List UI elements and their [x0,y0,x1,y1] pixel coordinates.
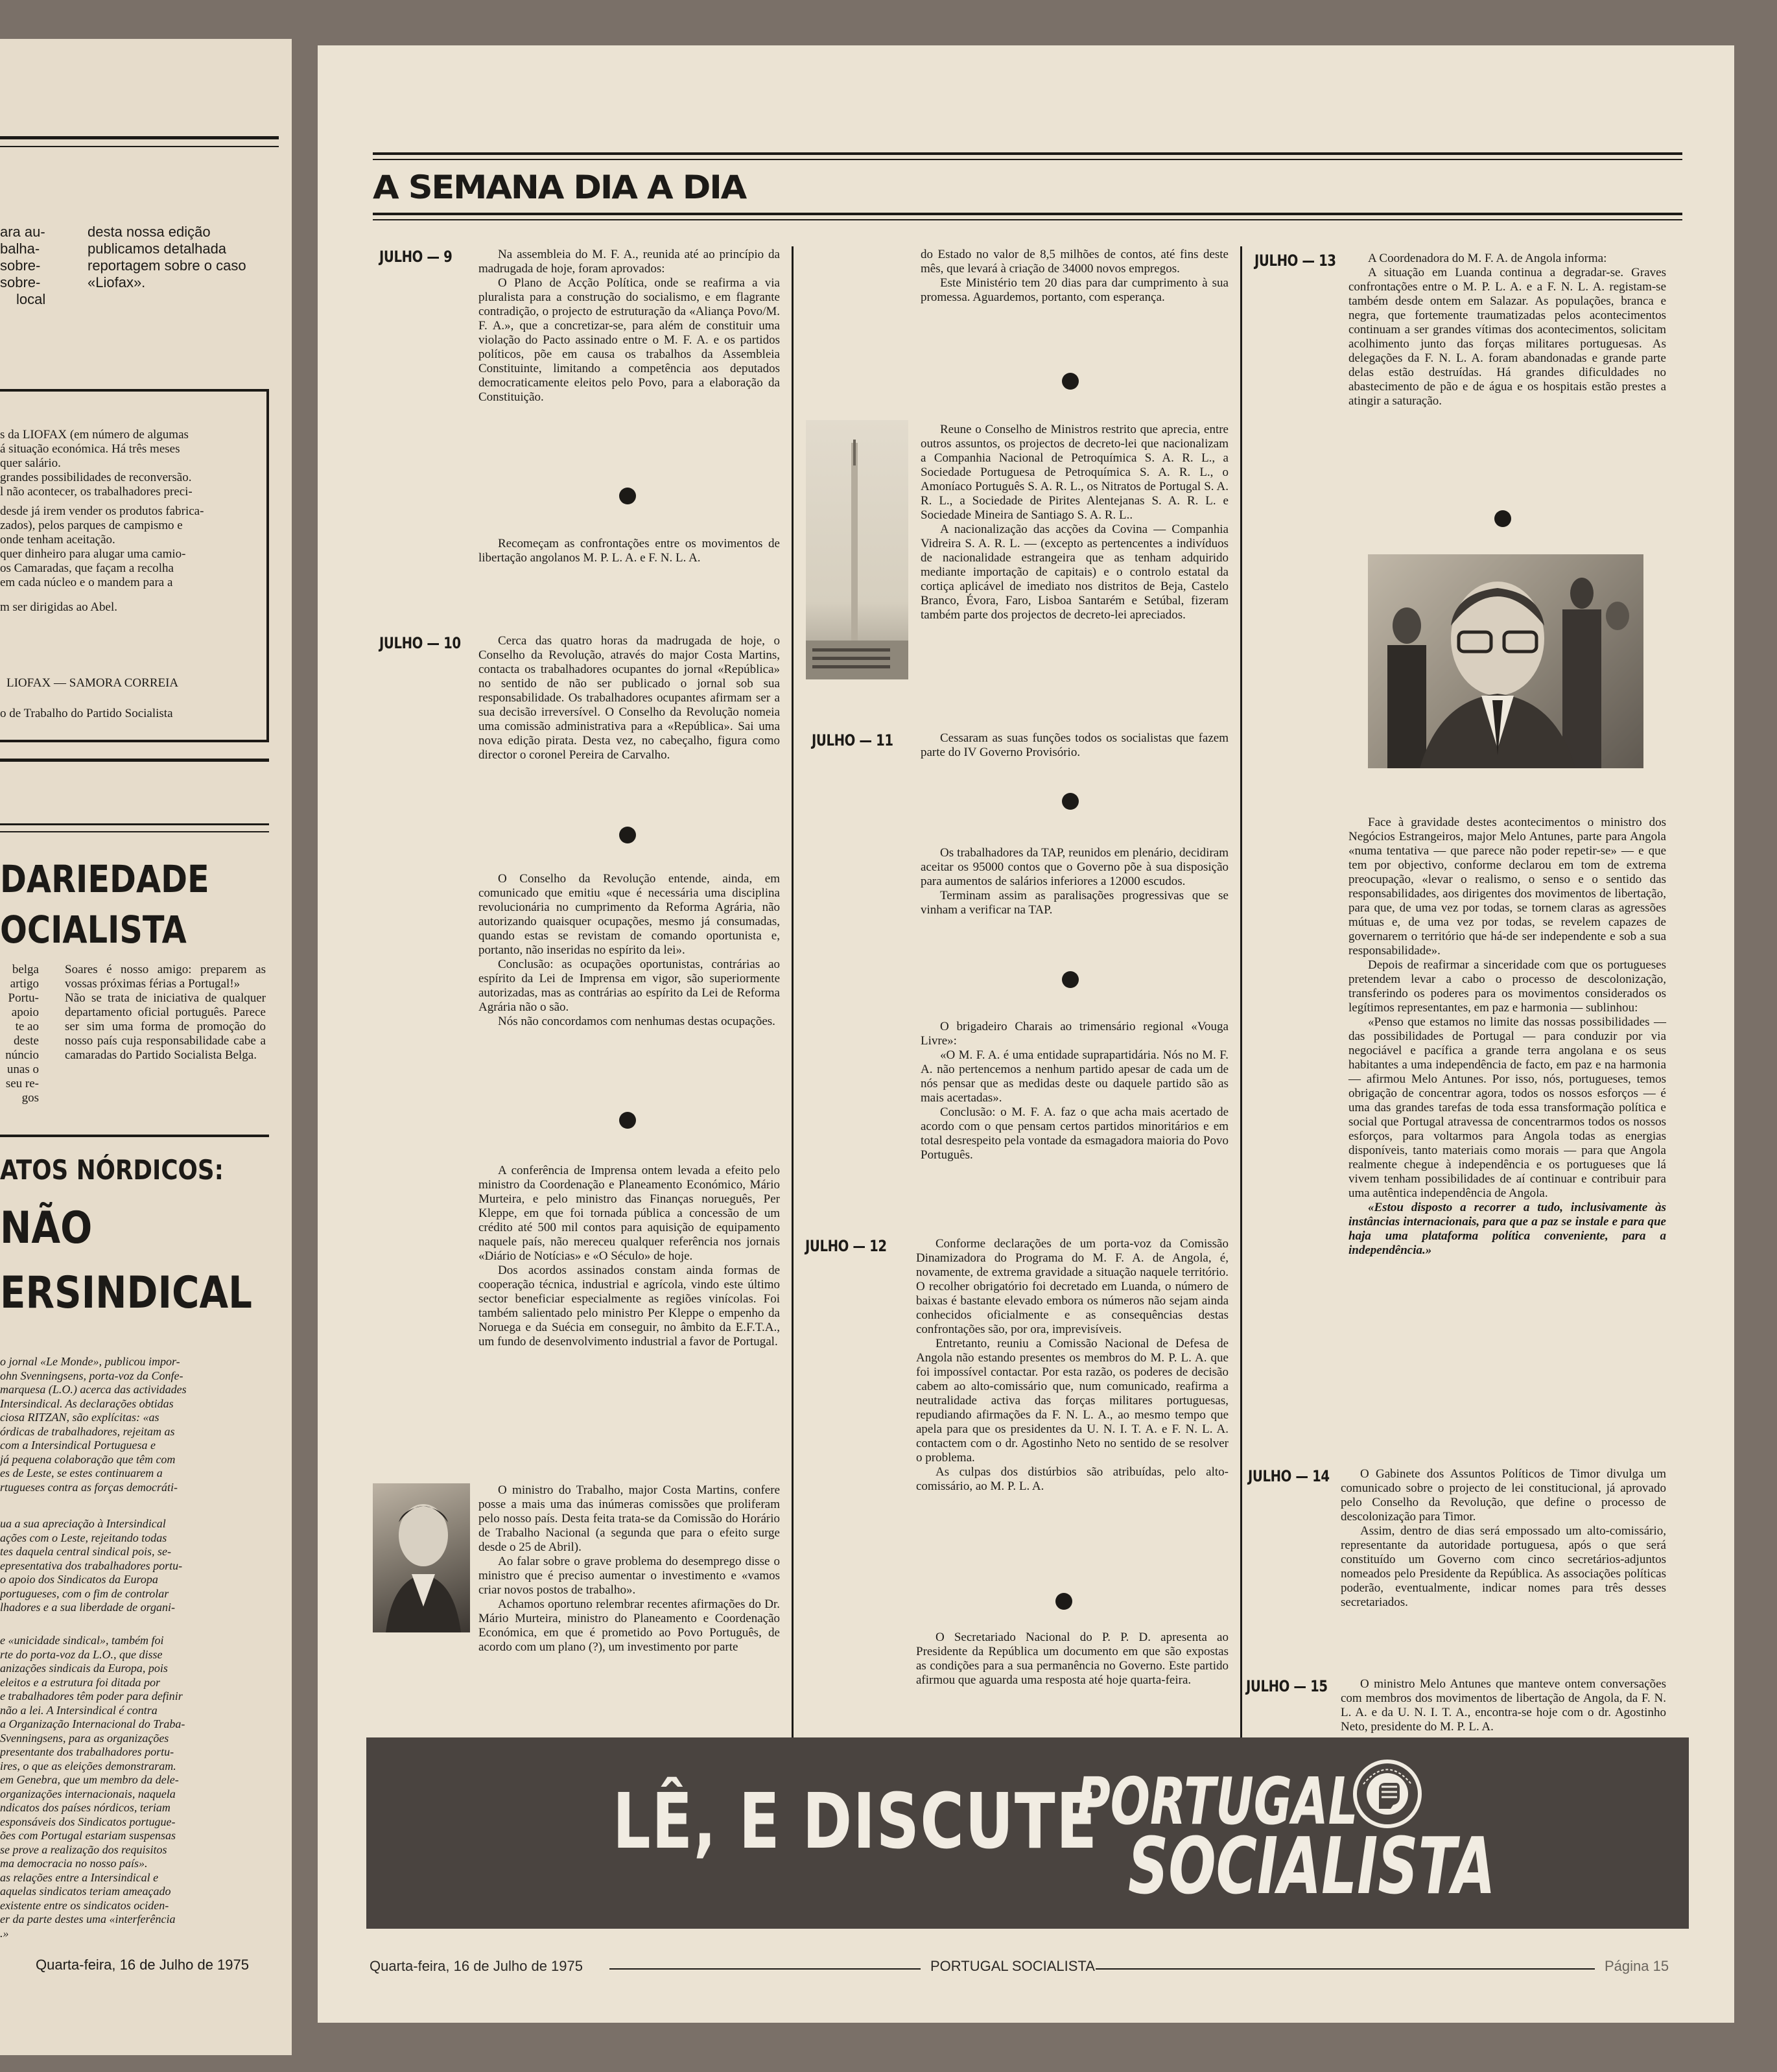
liofax-appeal: s da LIOFAX (em número de algumas á situação económica. Há três meses quer salário. grandes possibilidades de reconversão. l não acontecer, os trabalhadores preci- desde já irem vender os produtos fabrica- zados), pelos parques de campismo e onde tenham aceitação. quer dinheiro para alugar uma camio- os Camaradas, que façam a recolha em cada núcleo e o mandem para a m ser dirigidas ao Abel. [0,428,204,614]
advert-slogan: LÊ, E DISCUTE [613,1776,1098,1866]
separator-dot [619,488,636,504]
nordic-headline-2: NÃO [0,1203,93,1254]
separator-dot [1494,510,1511,527]
section-rule-2 [0,823,269,825]
solidarity-headline-1: DARIEDADE [0,857,209,901]
newspaper-page [318,45,1734,2023]
nordic-rule [0,1135,269,1137]
liofax-box-side [266,389,269,742]
date-label-july-10: JULHO — 10 [379,634,461,652]
nordic-headline-1: ATOS NÓRDICOS: [0,1154,224,1186]
entry-july-13-melo-antunes: Face à gravidade destes acontecimentos o ministro dos Negócios Estrangeiros, major Melo Antunes, parte para Angola «numa tentativa — que parece não poder repetir-se» — e que tem por objectivo, conforme declarou em tom de extrema preocupação, «levar o realismo, o senso e o sentido das responsabilidades, aos dirigentes dos movimentos de libertação, para que, de uma vez por todas, se tornem claras as agressões mútuas e, de uma vez por todas, se revelem capazes de governarem o território que há-de ser independente e sob a sua responsabilidade». Depois de reafirmar a sinceridade com que os portugueses pretendem levar a cabo o processo de descolonização, transferindo os poderes para os movimentos considerados os legítimos representantes, em paz e harmonia — sublinhou: «Penso que estamos no limite das nossas possibilidades — das possibilidades de Portugal — para conduzir por via negociável e pacífica a grande terra angolana e os seus habitantes a uma independência de facto, em paz e na harmonia — afirmou Melo Antunes. Por isso, nós, portugueses, temos obrigação de concentrar agora, todos os nossos esforços — é uma das grandes tarefas de toda essa transformação política e social que Portugal atravessa de concentrarmos todos os nossos esforços, para voltarmos para Angola todas as energias disponíveis, tanto materiais como morais — para que Angola realmente chegue à independência e os portugueses que lá vivem tenham possibilidades de aí continuar e contribuir para uma autêntica independência de Angola. «Estou disposto a recorrer a tudo, inclusivamente às instâncias internacionais, para que a paz se instale e para que haja uma plataforma política conveniente, para a independência.» [1348,816,1666,1257]
header-rule-bottom [373,213,1682,215]
entry-july-10-ministro-trabalho: O ministro do Trabalho, major Costa Martins, confere posse a mais uma das inúmeras comissões que proliferam pelo nosso país. Desta feita trata-se da Comissão do Horário de Trabalho Nacional (a segunda que para o efeito surge desde o 25 de Abril). Ao falar sobre o grave problema do desemprego disse o ministro que é preciso aumentar o investimento e «vamos criar novos postos de trabalho». Achamos oportuno relembrar recentes afirmações do Dr. Mário Murteira, ministro do Planeamento e Coordenação Económica, em que é prometido ao Povo Português, de acordo com um plano (?), um investimento por parte [478,1483,780,1654]
nordic-para-3: e «unicidade sindical», também foi rte do porta-voz da L.O., que disse anizações sindicais da Europa, pois eleitos e a estrutura foi ditada por e trabalhadores têm poder para definir não a lei. A Intersindical é contra a Organização Internacional do Traba- Svenningsens, para as organizações presentante dos trabalhadores portu- ires, o que as eleições demonstraram. em Genebra, que um membro da dele- organizações internacionais, naquela ndicatos dos países nórdicos, teriam esponsáveis dos Sindicatos portugue- ões com Portugal estariam suspensas se prove a realização dos requisitos ma democracia no nosso país». as relações entre a Intersindical e aquelas sindicatos teriam ameaçado existente entre os sindicatos ociden- er da parte destes uma «interferência .» [0,1634,185,1940]
entry-july-10-republica: Cerca das quatro horas da madrugada de hoje, o Conselho da Revolução, através do major Costa Martins, contacta os trabalhadores ocupantes do jornal «República» no sentido de não ser publicado o jornal sob sua responsabilidade. Os trabalhadores ocupantes afirmam ser a sua decisão irreversível. O Conselho da Revolução nomeia uma comissão administrativa para a «República». Sai uma nova edição pirata. Desta vez, no cabeçalho, figura como director o coronel Pereira de Carvalho. [478,634,780,762]
entry-july-12-ppd: O Secretariado Nacional do P. P. D. apresenta ao Presidente da República um documento em que são expostas as condições para a sua permanência no Governo. Este partido afirmou que aguarda uma resposta até hoje quarta-feira. [916,1631,1229,1687]
entry-july-11-socialistas: Cessaram as suas funções todos os socialistas que fazem parte do IV Governo Provisório. [921,731,1229,759]
entry-july-15: O ministro Melo Antunes que manteve ontem conversações com membros dos movimentos de libertação de Angola, da F. N. L. A. e da U. N. I. T. A., encontra-se hoje com o dr. Agostinho Neto, presidente do M. P. L. A. [1341,1677,1666,1734]
solidarity-col-right: Soares é nosso amigo: preparem as vossas próximas férias a Portugal!» Não se trata de iniciativa de qualquer departamento oficial português. Parece ser sim uma forma de promoção do nosso país cuja responsabilidade cabe a camaradas do Partido Socialista Belga. [65,963,266,1062]
header-rule-top [373,152,1682,155]
advert-banner [366,1737,1689,1929]
nordic-headline-3: ERSINDICAL [0,1267,252,1319]
separator-dot [1055,1593,1072,1610]
entry-july-9-angola: Recomeçam as confrontações entre os movimentos de libertação angolanos M. P. L. A. e F. N. L. A. [478,537,780,565]
date-label-july-14: JULHO — 14 [1248,1467,1330,1485]
footer-date: Quarta-feira, 16 de Julho de 1975 [370,1958,583,1974]
date-label-july-11: JULHO — 11 [812,731,893,749]
nordic-para-2: ua a sua apreciação à Intersindical ações com o Leste, rejeitando todas tes daquela central sindical pois, se- epresentativa dos trabalhadores portu- o apoio dos Sindicatos da Europa portugueses, com o fim de controlar lhadores e a sua liberdade de organi- [0,1517,183,1614]
fragment-text: ara au- balha- sobre- sobre- local [0,224,46,307]
box-note: desta nossa edição publicamos detalhada reportagem sobre o caso «Liofax». [88,224,246,290]
entry-july-10-reforma-agraria: O Conselho da Revolução entende, ainda, em comunicado que emitiu «que é necessária uma disciplina revolucionária no cumprimento da Reforma Agrária, não autorizando quaisquer ocupações, mesmo já consumadas, quando estas se revistam de comando oportunista e, portanto, não inseridas no espírito da lei». Conclusão: as ocupações oportunistas, contrárias ao espírito da Lei de Imprensa em vigor, são superiormente autorizadas, mas as contrárias ao espírito da Lei de Reforma Agrária não o são. Nós não concordamos com nenhumas destas ocupações. [478,872,780,1028]
masthead-portugal: PORTUGAL [1076,1763,1358,1839]
photo-melo-antunes [1368,554,1643,768]
footer-rule-right [1096,1968,1595,1970]
liofax-signature-2: o de Trabalho do Partido Socialista [0,707,173,720]
separator-dot [1062,793,1079,810]
industrial-chimney-photo [806,420,908,679]
separator-dot [1062,373,1079,390]
portrait-figure [373,1483,470,1632]
entry-july-10-nacionalizacoes: Reune o Conselho de Ministros restrito que aprecia, entre outros assuntos, os projectos de decreto-lei que nacionalizam a Companhia Nacional de Petroquímica S. A. R. L., a Sociedade Portuguesa de Petroquímica S. A. R. L., o Amoníaco Português S. A. R. L., os Nitratos de Portugal S. A. R. L., a Sociedade de Pirites Alentejanas S. A. R. L. e Sociedade Mineira de Santiago S. A. R. L.. A nacionalização das acções da Covina — Companhia Vidreira S. A. R. L. — (excepto as pertencentes a indivíduos de nacionalidade estrangeira que as tenham adquirido mediante importação de capitais) e o controlo estatal da cortiça aplicável de imediato nos distritos de Beja, Castelo Branco, Évora, Faro, Lisboa Santarém e Setúbal, fizeram também parte dos projectos de decreto-lei apreciados. [921,423,1229,622]
nordic-para-1: o jornal «Le Monde», publicou impor- ohn Svenningsens, porta-voz da Confe- marquesa (L.O.) acerca das actividades Intersindical. As declarações obtidas ciosa RITZAN, são explícitas: «as órdicas de trabalhadores, rejeitam as com a Intersindical Portuguesa e já pequena colaboração que têm com es de Leste, se estes continuarem a rtugueses contra as forças democráti- [0,1355,187,1494]
entry-july-11-tap: Os trabalhadores da TAP, reunidos em plenário, decidiram aceitar os 95000 contos que o Governo põe à sua disposição para aumentos de salários inferiores a 12000 escudos. Terminam assim as paralisações progressivas que se vinham a verificar na TAP. [921,846,1229,917]
melo-antunes-figure [1368,554,1643,768]
entry-july-10-continued: do Estado no valor de 8,5 milhões de contos, até fins deste mês, que levará à criação de 34000 novos empregos. Este Ministério tem 20 dias para dar cumprimento à sua promessa. Aguardemos, portanto, com esperança. [921,248,1229,304]
liofax-box-bottom [0,740,269,742]
solidarity-headline-2: OCIALISTA [0,908,187,952]
date-label-july-13: JULHO — 13 [1254,252,1336,270]
top-rule [0,136,279,139]
masthead-socialista: SOCIALISTA [1128,1822,1496,1912]
chimney-figure [806,420,908,679]
left-footer-date: Quarta-feira, 16 de Julho de 1975 [36,1957,250,1973]
header-rule-bottom-thin [373,219,1682,220]
separator-dot [1062,971,1079,988]
date-label-july-15: JULHO — 15 [1246,1677,1328,1695]
column-divider-2 [1240,246,1242,1763]
entry-july-14-timor: O Gabinete dos Assuntos Políticos de Timor divulga um comunicado sobre o projecto de lei constitucional, já aprovado pelo Conselho da Revolução, que define o processo de descolonização para Timor. Assim, dentro de dias será empossado um alto-comissário, representante da autoridade portuguesa, após o que será constituído um Governo com cinco secretários-adjuntos nomeados pelo Presidente da República. As associações políticas poderão, eventualmente, indicar nomes para três desses secretariados. [1341,1467,1666,1609]
section-rule [0,759,269,762]
date-label-july-12: JULHO — 12 [805,1237,887,1255]
page-title: A SEMANA DIA A DIA [373,169,746,206]
liofax-box-top [0,389,269,392]
separator-dot [619,827,636,843]
section-rule-3 [0,831,269,832]
party-seal [1352,1758,1423,1830]
previous-page [0,39,292,2055]
entry-july-10-credito-noruega: A conferência de Imprensa ontem levada a efeito pelo ministro da Coordenação e Planeamento Económico, Mário Murteira, e pelo ministro das Finanças norueguês, Per Kleppe, em que foi tornada pública a concessão de um crédito até 500 mil contos para aquisição de equipamento naquele país, não mereceu qualquer referência nos jornais «Diário de Notícias» e «O Século» de hoje. Dos acordos assinados constam ainda formas de cooperação técnica, industrial e agrícola, vindo este último sector beneficiar especialmente as regiões vinícolas. Foi também salientado pelo ministro Per Kleppe o empenho da Noruega e da Suécia em conseguir, no âmbito da E.F.T.A., um fundo de desenvolvimento industrial a favor de Portugal. [478,1164,780,1348]
footer-rule-left [609,1968,921,1970]
column-divider-1 [792,246,794,1763]
liofax-signature-1: LIOFAX — SAMORA CORREIA [6,676,179,690]
top-rule-thin [0,146,279,147]
portrait-photo-costa-martins [373,1483,470,1632]
footer-page-number: Página 15 [1605,1958,1669,1974]
entry-july-9: Na assembleia do M. F. A., reunida até ao princípio da madrugada de hoje, foram aprovados: O Plano de Acção Política, onde se reafirma a via pluralista para a construção do socialismo, e em flagrante contradição, o projecto de estruturação da «Aliança Povo/M. F. A.», que a concretizar-se, para além de constituir uma violação do Pacto assinado entre o M. F. A. e os partidos políticos, põe em causa os trabalhos da Assembleia Constituinte, limitando a competência aos deputados democraticamente eleitos pelo Povo, para a elaboração da Constituição. [478,248,780,404]
entry-july-13-coordenadora: A Coordenadora do M. F. A. de Angola informa: A situação em Luanda continua a degradar-se. Graves confrontações entre o M. P. L. A. e a F. N. L. A. registam-se também desde ontem em Salazar. As populações, branca e negra, que fortemente traumatizadas pelos acontecimentos continuam a ser grandes vítimas dos acontecimentos, solicitam acolhimento junto das forças militares portuguesas. As delegações da F. N. L. A. foram abandonadas e grande parte delas estão destruídas. Há grandes dificuldades no abastecimento de pão e de água e os hospitais estão prestes a atingir a saturação. [1348,252,1666,408]
footer-paper-name: PORTUGAL SOCIALISTA [930,1958,1095,1974]
solidarity-col-left: belga artigo Portu- apoio te ao deste núncio unas o seu re- gos [5,963,39,1105]
separator-dot [619,1112,636,1129]
date-label-july-9: JULHO — 9 [379,248,453,266]
fist-emblem-icon [1352,1758,1423,1830]
header-rule-top-thin [373,159,1682,160]
entry-july-12-angola: Conforme declarações de um porta-voz da Comissão Dinamizadora do Programa do M. F. A. de Angola, é, novamente, de extrema gravidade a situação naquele território. O recolher obrigatório foi decretado em Luanda, o número de baixas é bastante elevado embora os números não sejam ainda conhecidos oficialmente e as consequências destas confrontações são, por ora, imprevisíveis. Entretanto, reuniu a Comissão Nacional de Defesa de Angola não estando presentes os membros do M. P. L. A. que foi impossível contactar. Por esta razão, os poderes de decisão cabem ao alto-comissário que, num comunicado, reafirma a neutralidade activa das forças militares portuguesas, repudiando afirmações da F. N. L. A., ao mesmo tempo que apela para que os presidentes da U. N. I. T. A. e F. N. L. A. contactem com o dr. Agostinho Neto no sentido de se resolver o problema. As culpas dos distúrbios são atribuídas, pelo alto-comissário, ao M. P. L. A. [916,1237,1229,1493]
entry-july-11-charais: O brigadeiro Charais ao trimensário regional «Vouga Livre»: «O M. F. A. é uma entidade suprapartidária. Nós no M. F. A. não pertencemos a nenhum partido apesar de cada um de nós pensar que as medidas deste ou daquele partido são as mais acertadas». Conclusão: o M. F. A. faz o que acha mais acertado de acordo com o que pensam certos partidos minoritários e em total desrespeito pela vontade da esmagadora maioria do Povo Português. [921,1020,1229,1162]
